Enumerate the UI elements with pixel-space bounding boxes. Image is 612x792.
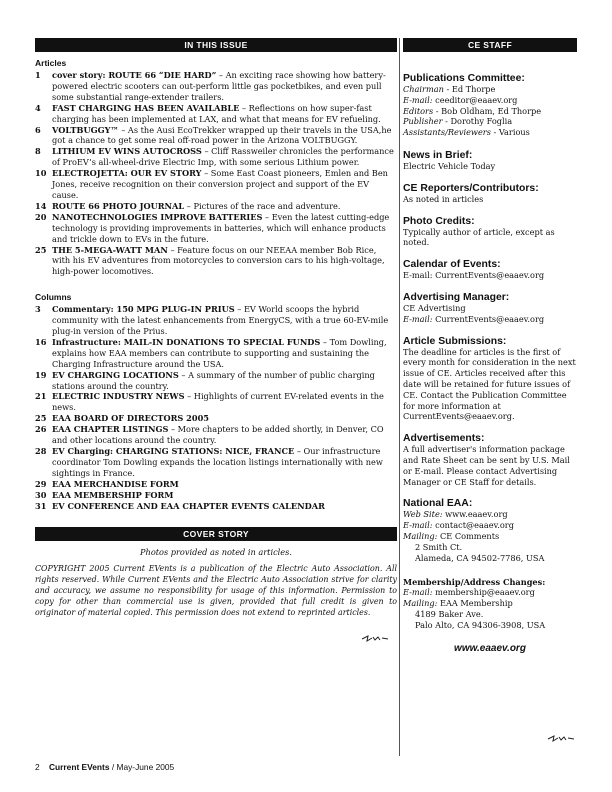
reporters-body: As noted in articles	[403, 193, 484, 204]
membership-email-link[interactable]: membership@eaaev.org	[432, 587, 535, 598]
article-item[interactable]: 20 NANOTECHNOLOGIES IMPROVE BATTERIES – Even the latest cutting-edge technology is providing improvements in batteries, which will enhance products and trickle down to EVs in the future.	[35, 211, 390, 244]
column-item[interactable]: 16 Infrastructure: MAIL-IN DONATIONS TO SPECIAL FUNDS – Tom Dowling, explains how EAA members can contribute to supporting and sustaining the Charging Infrastructure around the USA.	[35, 336, 387, 369]
in-this-issue-header: IN THIS ISSUE	[35, 38, 397, 52]
publication-name: Current EVents	[48, 762, 110, 772]
national-eaa-title: National EAA:	[403, 498, 473, 510]
cover-caption: Photos provided as noted in articles.	[140, 547, 292, 558]
publications-committee-body: Chairman - Ed Thorpe E-mail: ceeditor@eaaev.org Editors - Bob Oldham, Ed Thorpe Publisher - Dorothy Foglia Assistants/Reviewers - Various	[403, 84, 542, 138]
issue-date: / May-June 2005	[109, 762, 175, 772]
column-item[interactable]: 30 EAA MEMBERSHIP FORM	[35, 489, 174, 500]
ceeditor-email-link[interactable]: ceeditor@eaaev.org	[432, 94, 518, 105]
column-item[interactable]: 21 ELECTRIC INDUSTRY NEWS – Highlights of current EV-related events in the news.	[35, 391, 384, 413]
article-submissions-title: Article Submissions:	[403, 335, 507, 347]
article-item[interactable]: 8 LITHIUM EV WINS AUTOCROSS – Cliff Rassweiler chronicles the performance of ProEV’s all-wheel-drive Electric Imp, with some serious Lithium power.	[35, 146, 394, 168]
column-item[interactable]: 25 EAA BOARD OF DIRECTORS 2005	[35, 413, 209, 424]
advertising-manager-title: Advertising Manager:	[403, 291, 510, 303]
column-item[interactable]: 26 EAA CHAPTER LISTINGS – More chapters to be added shortly, in Denver, CO and other locations around the country.	[35, 424, 384, 446]
membership-title: Membership/Address Changes:	[403, 577, 546, 588]
page-footer	[35, 762, 174, 772]
contact-email-link[interactable]: contact@eaaev.org	[432, 520, 514, 531]
national-eaa-body: Web Site: www.eaaev.org E-mail: contact@eaaev.org Mailing: CE Comments 2 Smith Ct. Alameda, CA 94502-7786, USA	[403, 509, 545, 563]
left-column	[35, 38, 397, 618]
copyright-notice: COPYRIGHT 2005 Current EVents is a publication of the Electric Auto Association. All rights reserved. While Current EVents and the Electric Auto Association strive for clarity and accuracy, we assume no responsibility for usage of this information. Permission to copy for other than commercial use is given, provided that full credit is given to originator of material copied. This permission does not extend to reprinted articles.	[35, 564, 397, 617]
column-item[interactable]: 31 EV CONFERENCE AND EAA CHAPTER EVENTS CALENDAR	[35, 500, 325, 511]
photo-credits-title: Photo Credits:	[403, 215, 475, 227]
calendar-email-link[interactable]: E-mail: CurrentEvents@eaaev.org	[403, 270, 545, 281]
columns-title: Columns	[35, 292, 72, 303]
right-column	[403, 38, 577, 654]
page-number: 2	[35, 762, 40, 772]
ce-staff-header: CE STAFF	[403, 38, 577, 52]
article-item[interactable]: 1 cover story: ROUTE 66 “DIE HARD” – An exciting race showing how battery-powered electric scooters can out-perform little gas pocketbikes, and even pull some substantial range-extender trailers.	[35, 70, 386, 102]
article-item[interactable]: 25 THE 5-MEGA-WATT MAN – Feature focus on our NEEAA member Bob Rice, with his EV adventures from motorcycles to conversion cars to his high-voltage, high-power locomotives.	[35, 244, 385, 277]
reporters-title: CE Reporters/Contributors:	[403, 182, 539, 194]
article-item[interactable]: 4 FAST CHARGING HAS BEEN AVAILABLE – Reflections on how super-fast charging has been implemented at LAX, and what that means for EV refueling.	[35, 102, 381, 124]
columns-list	[35, 304, 397, 511]
website-footer-link[interactable]: www.eaaev.org	[454, 642, 526, 654]
website-link[interactable]: www.eaaev.org	[442, 509, 508, 520]
news-in-brief-title: News in Brief:	[403, 149, 473, 161]
end-mark-icon	[360, 633, 390, 645]
advertisements-body: A full advertiser's information package and Rate Sheet can be sent by U.S. Mail or E-mail. Please contact Advertising Manager or CE Staff for details.	[403, 444, 570, 487]
article-item[interactable]: 10 ELECTROJETTA: OUR EV STORY – Some East Coast pioneers, Emlen and Ben Jones, receive recognition on their conversion project and support of the EV cause.	[35, 168, 388, 200]
advertising-email-link[interactable]: CurrentEvents@eaaev.org	[432, 313, 545, 324]
column-item[interactable]: 3 Commentary: 150 MPG PLUG-IN PRIUS – EV World scoops the hybrid community with the latest enhancements from EnergyCS, with a true 60-EV-mile plug-in version of the Prius.	[35, 304, 389, 337]
end-mark-icon	[546, 733, 576, 745]
advertising-manager-body: CE Advertising E-mail: CurrentEvents@eaaev.org	[403, 302, 545, 324]
article-submissions-body: The deadline for articles is the first of every month for consideration in the next issue of CE. Articles received after this date will be retained for future issues of CE. Contact the Publication Committee for more information at CurrentEvents@eaaev.org.	[403, 346, 576, 422]
advertisements-title: Advertisements:	[403, 433, 485, 445]
column-item[interactable]: 28 EV Charging: CHARGING STATIONS: NICE, FRANCE – Our infrastructure coordinator Tom Dowling expands the location listings internationally with new sightings in France.	[35, 446, 383, 478]
cover-story-header: COVER STORY	[35, 527, 397, 541]
articles-title: Articles	[35, 58, 67, 68]
column-item[interactable]: 19 EV CHARGING LOCATIONS – A summary of the number of public charging stations around the country.	[35, 369, 375, 391]
membership-body: E-mail: membership@eaaev.org Mailing: EAA Membership 4189 Baker Ave. Palo Alto, CA 94306-3908, USA	[403, 587, 546, 630]
article-item[interactable]: 14 ROUTE 66 PHOTO JOURNAL – Pictures of the race and adventure.	[35, 200, 341, 211]
article-item[interactable]: 6 VOLTBUGGY™ – As the Ausi EcoTrekker wrapped up their travels in the USA,he got a chance to get some real off-road power in the Arizona VOLTBUGGY.	[35, 124, 392, 146]
articles-list	[35, 70, 397, 277]
column-divider	[399, 38, 400, 756]
publications-committee-title: Publications Committee:	[403, 73, 525, 84]
column-item[interactable]: 29 EAA MERCHANDISE FORM	[35, 478, 179, 489]
photo-credits-body: Typically author of article, except as noted.	[403, 226, 555, 248]
news-in-brief-body: Electric Vehicle Today	[403, 160, 496, 171]
calendar-title: Calendar of Events:	[403, 259, 501, 271]
